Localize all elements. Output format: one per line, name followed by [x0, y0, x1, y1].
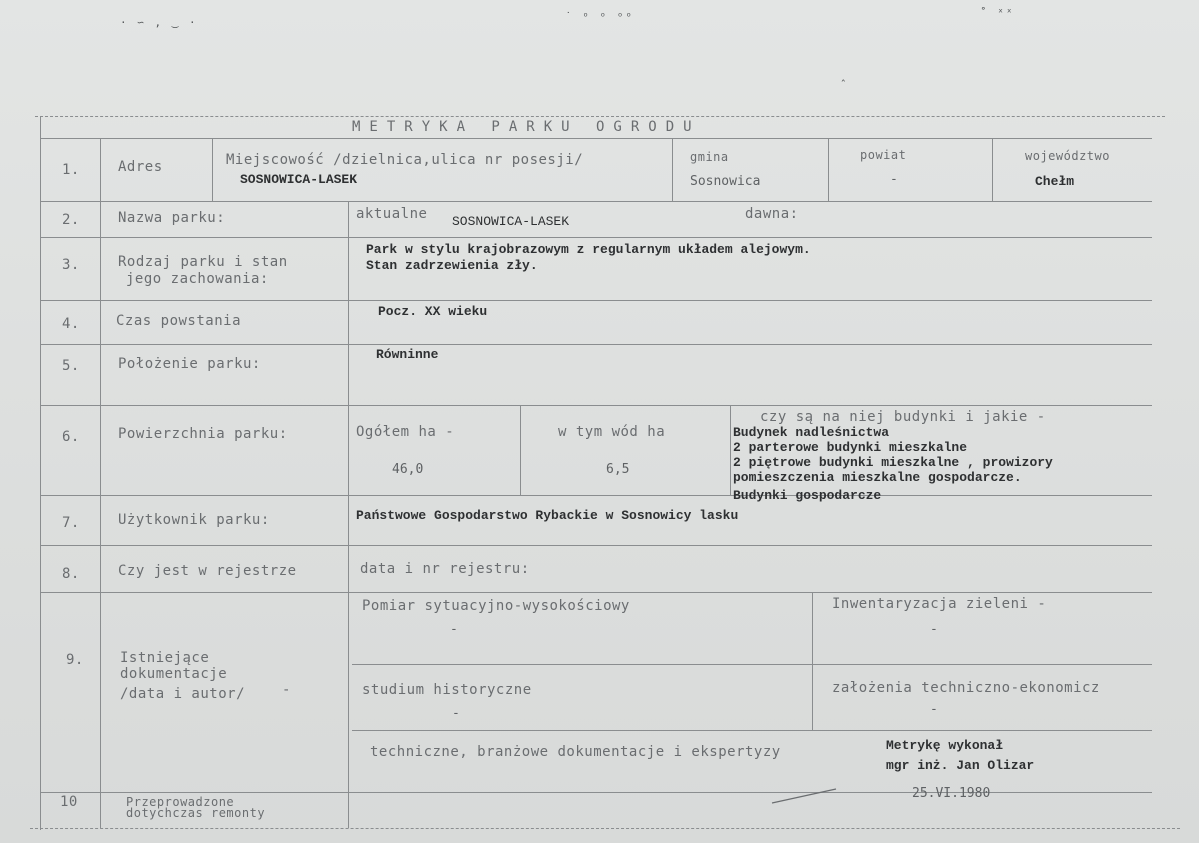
park-type-value: Park w stylu krajobrazowym z regularnym układem alejowym.	[366, 242, 811, 257]
register-label: Czy jest w rejestrze	[118, 563, 297, 579]
location-label: Położenie parku:	[118, 356, 261, 372]
buildings-question: czy są na niej budynki i jakie -	[760, 409, 1046, 425]
row-number: 2.	[62, 212, 80, 228]
park-type-label: jego zachowania:	[126, 271, 269, 287]
expert-docs-label: techniczne, branżowe dokumentacje i ekspertyzy	[370, 744, 781, 760]
address-header: Miejscowość /dzielnica,ulica nr posesji/	[226, 152, 584, 168]
scan-artifact: ˙ ᵒ ᵒ ᵒᵒ	[565, 10, 634, 23]
row-number: 6.	[62, 429, 80, 445]
row-divider	[352, 664, 1152, 665]
row-divider	[40, 405, 1152, 406]
user-label: Użytkownik parku:	[118, 512, 270, 528]
pen-stroke	[770, 785, 840, 805]
table-border-left	[40, 116, 41, 830]
documentation-label: Istniejące	[120, 650, 210, 666]
row-divider	[40, 300, 1152, 301]
scan-artifact: ˆ	[840, 78, 849, 91]
buildings-list	[733, 425, 1151, 503]
survey-value: -	[450, 622, 458, 637]
scan-artifact: · ∽ ‚ ‿ ·	[120, 16, 198, 29]
powiat-value: -	[890, 172, 898, 187]
row-number: 10	[60, 794, 78, 810]
greenery-value: -	[930, 622, 938, 637]
row-number: 3.	[62, 257, 80, 273]
historical-study-value: -	[452, 706, 460, 721]
gmina-label: gmina	[690, 150, 729, 164]
park-name-former-label: dawna:	[745, 206, 799, 222]
documentation-label: dokumentacje	[120, 666, 228, 682]
park-name-current-value: SOSNOWICA-LASEK	[452, 214, 570, 229]
technical-assumptions-value: -	[930, 702, 938, 717]
row-number: 1.	[62, 162, 80, 178]
table-border-top	[35, 116, 1165, 117]
greenery-label: Inwentaryzacja zieleni -	[832, 596, 1047, 612]
building-item: Budynek nadleśnictwa	[733, 425, 890, 440]
row-number: 4.	[62, 316, 80, 332]
column-divider	[672, 138, 673, 201]
row-divider	[40, 344, 1152, 345]
area-total-value: 46,0	[392, 462, 424, 477]
park-name-label: Nazwa parku:	[118, 210, 226, 226]
address-label: Adres	[118, 159, 163, 175]
documentation-label: /data i autor/	[120, 686, 246, 702]
row-divider	[40, 138, 1152, 139]
park-name-current-label: aktualne	[356, 206, 428, 222]
row-number: 7.	[62, 515, 80, 531]
repairs-label: dotychczas remonty	[126, 806, 266, 820]
column-divider	[348, 201, 349, 828]
user-value: Państwowe Gospodarstwo Rybackie w Sosnowicy lasku	[356, 508, 739, 523]
wojewodztwo-label: województwo	[1025, 149, 1110, 163]
register-value-label: data i nr rejestru:	[360, 561, 530, 577]
creation-time-value: Pocz. XX wieku	[378, 304, 488, 319]
building-item: 2 piętrowe budynki mieszkalne , prowizory	[733, 455, 1053, 470]
gmina-value: Sosnowica	[690, 174, 761, 189]
technical-assumptions-label: założenia techniczno-ekonomicz	[832, 680, 1100, 696]
building-item: pomieszczenia mieszkalne gospodarcze.	[733, 470, 1022, 485]
row-divider	[352, 730, 1152, 731]
row-number: 5.	[62, 358, 80, 374]
row-divider	[40, 545, 1152, 546]
column-divider	[212, 138, 213, 201]
document-date: 25.VI.1980	[912, 786, 991, 801]
park-type-label: Rodzaj parku i stan	[118, 254, 288, 270]
scan-artifact: ˚ ˣˣ	[980, 6, 1015, 19]
document-title: METRYKA PARKU OGRODU	[352, 119, 701, 135]
historical-study-label: studium historyczne	[362, 682, 532, 698]
signature-name: mgr inż. Jan Olizar	[886, 758, 1035, 773]
signature-line: Metrykę wykonał	[886, 738, 1004, 753]
powiat-label: powiat	[860, 148, 907, 162]
area-water-value: 6,5	[606, 462, 630, 477]
wojewodztwo-value: Chełm	[1035, 174, 1075, 189]
row-number: 8.	[62, 566, 80, 582]
repairs-label: Przeprowadzone	[126, 795, 235, 809]
column-divider	[730, 405, 731, 495]
row-number: 9.	[66, 652, 84, 668]
row-divider	[40, 237, 1152, 238]
column-divider	[828, 138, 829, 201]
location-value: Równinne	[376, 347, 439, 362]
area-water-label: w tym wód ha	[558, 424, 666, 440]
creation-time-label: Czas powstania	[116, 313, 242, 329]
documentation-dash: -	[282, 682, 291, 698]
row-divider	[40, 592, 1152, 593]
area-total-label: Ogółem ha -	[356, 424, 455, 440]
table-border-bottom	[30, 828, 1180, 829]
column-divider	[992, 138, 993, 201]
column-divider	[100, 138, 101, 828]
survey-label: Pomiar sytuacyjno-wysokościowy	[362, 598, 630, 614]
area-label: Powierzchnia parku:	[118, 426, 288, 442]
address-value: SOSNOWICA-LASEK	[240, 172, 358, 187]
column-divider	[812, 592, 813, 730]
park-type-value: Stan zadrzewienia zły.	[366, 258, 538, 273]
column-divider	[520, 405, 521, 495]
building-item: 2 parterowe budynki mieszkalne	[733, 440, 968, 455]
building-item: Budynki gospodarcze	[733, 488, 882, 503]
row-divider	[40, 201, 1152, 202]
